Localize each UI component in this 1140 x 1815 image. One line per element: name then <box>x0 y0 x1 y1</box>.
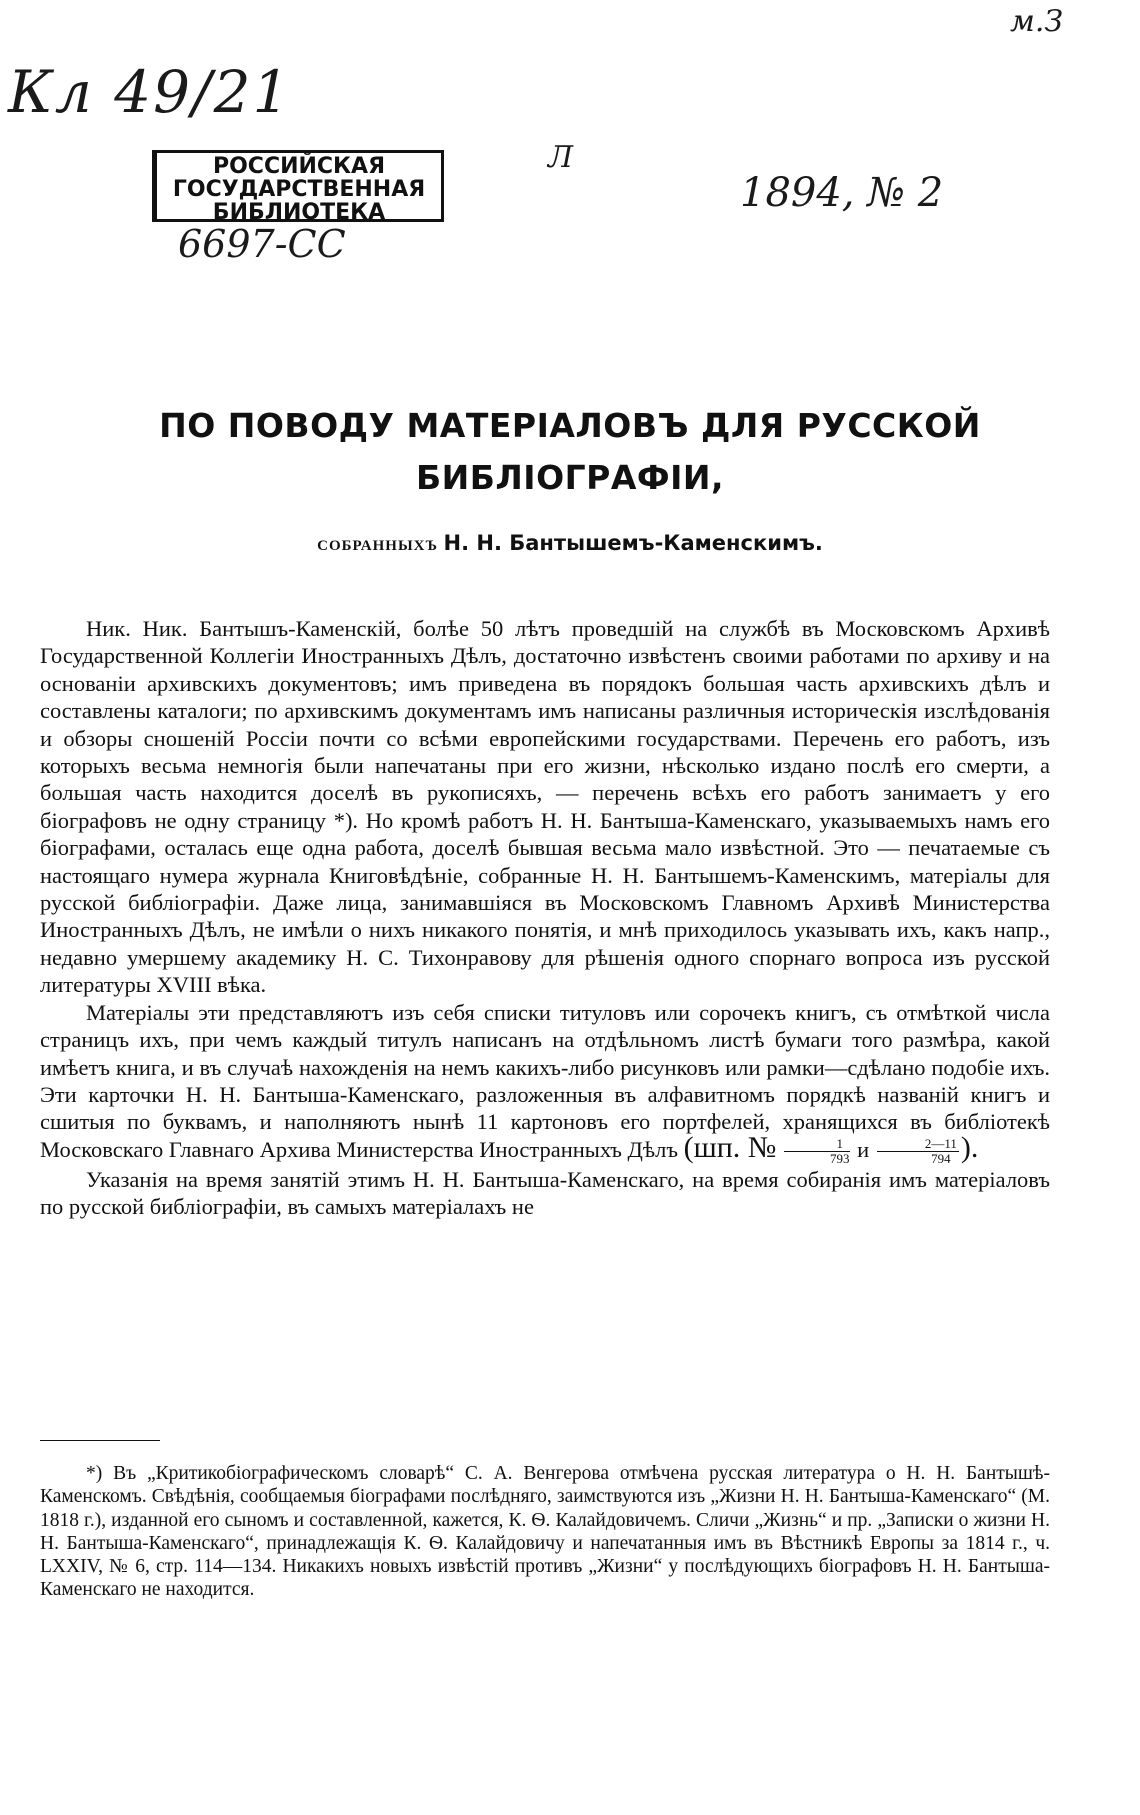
stamp-number-annotation: 6697-СС <box>178 222 346 266</box>
fraction-1-numerator: 1 <box>784 1137 850 1152</box>
paragraph-2-text: Матеріалы эти представляютъ изъ себя списки титуловъ или сорочекъ книгъ, съ отмѣткой числа страницъ ихъ, при чемъ каждый титулъ написанъ на отдѣльномъ листѣ бумаги того размѣра, какой имѣетъ книга, и въ случаѣ нахожденія на немъ какихъ-либо рисунковъ или рамки—сдѣлано подобіе ихъ. Эти карточки Н. Н. Бантыша-Каменскаго, разложенныя въ алфавитномъ порядкѣ названій книгъ и сшитыя по буквамъ, и наполняютъ нынѣ 11 картоновъ его портфелей, хранящихся въ библіотекѣ Московскаго Главнаго Архива Министерства Иностранныхъ Дѣлъ <box>40 999 1050 1162</box>
corner-annotation: м.З <box>1010 4 1064 39</box>
cipher-suffix: ). <box>960 1130 979 1164</box>
cipher-fraction-2 <box>877 1137 959 1166</box>
stamp-line-3: БИБЛИОТЕКА <box>212 200 386 225</box>
cipher-fraction-1 <box>784 1137 850 1166</box>
footnote: *) Въ „Критикобіографическомъ словарѣ“ С. А. Венгерова отмѣчена русская литература о Н. Н. Бантышѣ-Каменскомъ. Свѣдѣнія, сообщаемыя біографами послѣдняго, заимствуются изъ „Жизни Н. Н. Бантыша-Каменскаго“ (М. 1818 г.), изданной его сыномъ и составленной, кажется, К. Ѳ. Калайдовичемъ. Сличи „Жизнь“ и пр. „Записки о жизни Н. Н. Бантыша-Каменскаго“, принадлежащія К. Ѳ. Калайдовичу и напечатанныя имъ въ Вѣстникѣ Европы за 1814 г., ч. LXXIV, № 6, стр. 114—134. Никакихъ новыхъ извѣстій противъ „Жизни“ у послѣдующихъ біографовъ Н. Н. Бантыша-Каменскаго не находится. <box>40 1463 1050 1601</box>
year-annotation: 1894, № 2 <box>740 170 944 216</box>
cipher-conjunction: и <box>857 1136 870 1162</box>
pencil-mark-annotation: Л <box>548 140 574 175</box>
library-stamp <box>152 150 444 225</box>
article-body <box>40 615 1050 1221</box>
stamp-line-2: ГОСУДАРСТВЕННАЯ <box>172 177 426 202</box>
footnote-divider <box>40 1440 160 1441</box>
paragraph-3: Указанія на время занятій этимъ Н. Н. Бантыша-Каменскаго, на время собиранія имъ матеріаловъ по русской библіографіи, въ самыхъ матеріалахъ не <box>40 1167 1050 1220</box>
fraction-1-denominator: 793 <box>830 1151 850 1167</box>
fraction-2-numerator: 2—11 <box>877 1137 959 1152</box>
subtitle-author: Н. Н. Бантышемъ-Каменскимъ. <box>443 531 823 555</box>
cipher-prefix: (шп. № <box>683 1130 777 1164</box>
shelfmark-annotation: Кл 49/21 <box>8 58 292 126</box>
subtitle-prefix: собранныхъ <box>317 530 438 555</box>
stamp-line-1: РОССИЙСКАЯ <box>212 154 386 179</box>
article-subtitle <box>60 530 1080 556</box>
fraction-2-denominator: 794 <box>931 1151 951 1167</box>
archive-cipher <box>683 1130 979 1167</box>
paragraph-1: Ник. Ник. Бантышъ-Каменскій, болѣе 50 лѣтъ проведшій на службѣ въ Московскомъ Архивѣ Государственной Коллегіи Иностранныхъ Дѣлъ, достаточно извѣстенъ своими работами по архиву и на основаніи архивскихъ документовъ; имъ приведена въ порядокъ большая часть архивскихъ дѣлъ и составлены каталоги; по архивскимъ документамъ имъ написаны различныя историческія изслѣдованія и обзоры сношеній Россіи почти со всѣми европейскими государствами. Перечень его работъ, изъ которыхъ весьма немногія были напечатаны при его жизни, нѣсколько издано послѣ его смерти, а большая часть находится доселѣ въ рукописяхъ, — перечень всѣхъ его работъ занимаетъ у его біографовъ не одну страницу *). Но кромѣ работъ Н. Н. Бантыша-Каменскаго, указываемыхъ намъ его біографами, осталась еще одна работа, доселѣ бывшая весьма мало извѣстной. Это — печатаемые съ настоящаго нумера журнала Книговѣдѣніе, собранные Н. Н. Бантышемъ-Каменскимъ, матеріалы для русской библіографіи. Даже лица, занимавшіяся въ Московскомъ Главномъ Архивѣ Министерства Иностранныхъ Дѣлъ, не имѣли о нихъ никакого понятія, и мнѣ приходилось указывать ихъ, какъ напр., недавно умершему академику Н. С. Тихонравову для рѣшенія одного спорнаго вопроса изъ русской литературы XVIII вѣка. <box>40 616 1050 998</box>
paragraph-2 <box>40 999 1050 1166</box>
article-title: ПО ПОВОДУ МАТЕРІАЛОВЪ ДЛЯ РУССКОЙ БИБЛІОГРАФІИ, <box>159 406 981 497</box>
